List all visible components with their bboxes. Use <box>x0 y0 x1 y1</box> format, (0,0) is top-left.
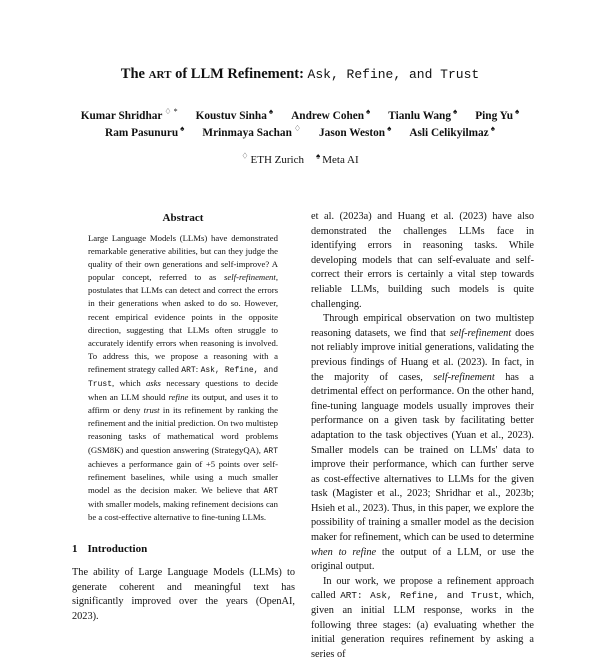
affiliation-mark: ♠ <box>488 124 495 133</box>
paragraph-1: et al. (2023a) and Huang et al. (2023) have also demonstrated the challenges LLMs face in identifying errors in reasoning tasks. While developing models that can self-evaluate and self-correct their errors is certainly a vital step towards reliable LLMs, building such models is quite challenging. <box>311 211 534 310</box>
affiliation: ♠ Meta AI <box>316 151 359 166</box>
affiliation: ♢ ETH Zurich <box>241 151 304 166</box>
author-name: Koustuv Sinha ♠ <box>195 107 274 122</box>
affiliation-mark: ♠ <box>385 124 392 133</box>
author-name: Andrew Cohen ♠ <box>291 107 371 122</box>
paragraph-2: Through empirical observation on two multistep reasoning datasets, we find that self-refinement does not reliably improve initial generations, validating the previous findings of Huang et al. (2023). In fact, in the majority of cases, self-refinement has a detrimental effect on performance. On the other hand, fine-tuning language models usually improves their performance on a given task by facilitating better adaptation to the task objectives (Yuan et al., 2023). Smaller models can be trained on LLMs' data to improve their performance, which can further serve as cost-effective alternatives to LLMs for the given task (Magister et al., 2023; Shridhar et al., 2023b; Hsieh et al., 2023). Thus, in this paper, we explore the possibility of training a smaller model as the decision maker for refinement, which can be used to determine when to refine the output of a LLM, or use the original output. <box>311 313 534 573</box>
affiliation-mark: ♠ <box>364 107 371 116</box>
abstract-body: Large Language Models (LLMs) have demonstrated remarkable generative abilities, but can they judge the quality of their own generations and self-improve? A popular concept, referred to as self-refinement, postulates that LLMs can detect and correct the errors in their generations when asked to do so. However, recent empirical evidence points in the opposite direction, suggesting that LLMs often struggle to accurately identify errors when reasoning is involved. To address this, we propose a reasoning with a refinement strategy called ART: Ask, Refine, and Trust, which asks necessary questions to decide when an LLM should refine its output, and uses it to affirm or deny trust in its refinement by ranking the refinement and the initial prediction. On two multistep reasoning tasks of mathematical word problems (GSM8K) and question answering (StrategyQA), ART achieves a performance gain of +5 points over self-refinement baselines, while using a much smaller model as the decision maker. We believe that ART with smaller models, making refinement decisions can be a cost-effective alternative to fine-tuning LLMs. <box>88 233 278 522</box>
affiliations <box>0 151 600 166</box>
affiliation-mark: ♠ <box>178 124 185 133</box>
author-name: Ram Pasunuru ♠ <box>105 124 185 139</box>
author-list-line-1 <box>0 107 600 122</box>
section-heading-introduction: 1 Introduction <box>72 543 148 555</box>
author-name: Kumar Shridhar ♢ * <box>80 107 178 122</box>
author-name: Asli Celikyilmaz ♠ <box>409 124 495 139</box>
author-list-line-2 <box>0 124 600 139</box>
introduction-paragraph: The ability of Large Language Models (LLMs) to generate coherent and meaningful text has significantly improved over the years (OpenAI, 2023). <box>72 567 295 622</box>
affiliation-mark: ♢ <box>291 124 302 133</box>
paragraph-3: In our work, we propose a refinement approach called ART: Ask, Refine, and Trust, which, given an initial LLM response, works in the following three stages: (a) evaluating whether the initial generation requires refinement by asking a series of <box>311 575 535 660</box>
abstract-heading: Abstract <box>162 212 204 224</box>
right-column-body <box>311 210 534 662</box>
affiliation-mark: ♠ <box>513 107 520 116</box>
affiliation-mark: ♠ <box>451 107 458 116</box>
author-name: Mrinmaya Sachan ♢ <box>202 124 302 139</box>
author-name: Tianlu Wang ♠ <box>388 107 458 122</box>
affiliation-mark: ♠ <box>266 107 274 116</box>
author-name: Ping Yu ♠ <box>475 107 520 122</box>
paper-title: The ART of LLM Refinement: Ask, Refine, and Trust <box>120 66 480 82</box>
author-name: Jason Weston ♠ <box>319 124 392 139</box>
affiliation-mark: ♢ * <box>162 107 178 116</box>
